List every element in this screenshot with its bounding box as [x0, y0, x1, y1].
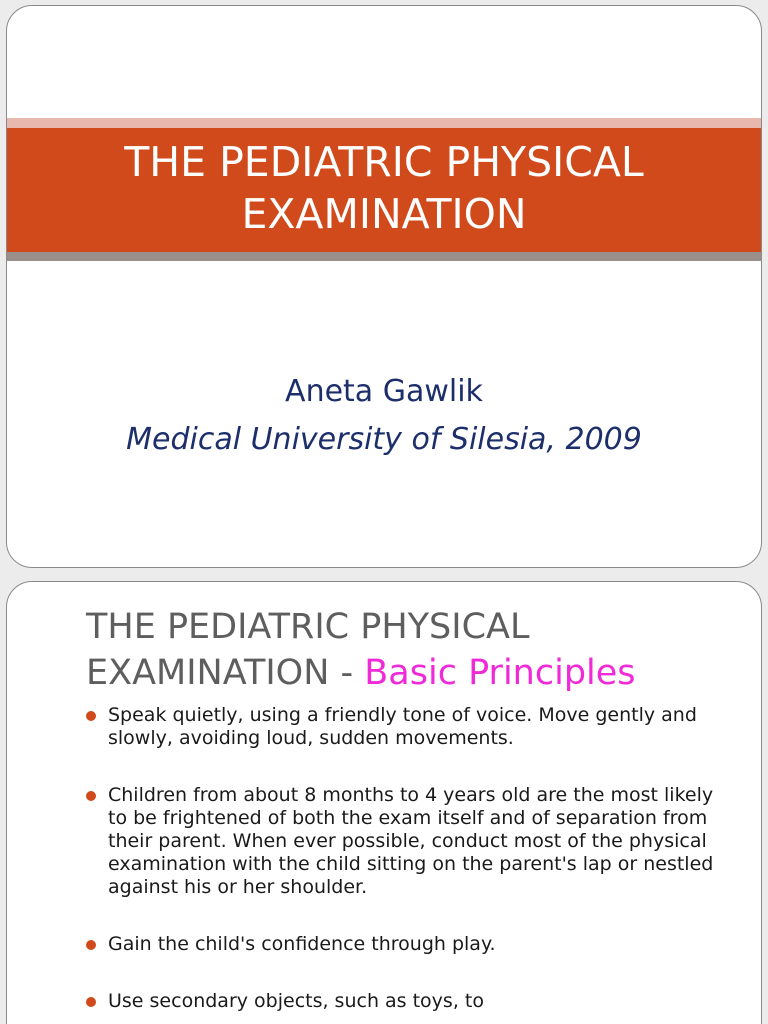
author-affiliation: Medical University of Silesia, 2009 — [126, 422, 642, 457]
bullet-item — [86, 990, 726, 1013]
slide-title — [7, 136, 761, 240]
content-slide — [6, 581, 762, 1024]
title-band-bottom-stripe — [7, 252, 761, 261]
bullet-dot-icon — [86, 791, 96, 801]
bullet-text: Speak quietly, using a friendly tone of voice. Move gently and slowly, avoiding loud, sudden movements. — [108, 704, 697, 749]
title-band-top-stripe — [7, 118, 761, 128]
content-title-accent: Basic Principles — [364, 653, 636, 693]
bullet-text: Children from about 8 months to 4 years old are the most likely to be frightened of both the exam itself and of separation from their parent. When ever possible, conduct most of the physical examination with the child sitting on the parent's lap or nestled against his or her shoulder. — [108, 784, 714, 898]
bullet-dot-icon — [86, 940, 96, 950]
slide-title-line-2: EXAMINATION — [241, 190, 527, 238]
bullet-item — [86, 704, 726, 750]
title-slide — [6, 5, 762, 568]
content-title-line-1: THE PEDIATRIC PHYSICAL — [86, 607, 530, 647]
bullet-text: Gain the child's confidence through play. — [108, 933, 496, 955]
content-slide-title — [86, 604, 746, 696]
author-name: Aneta Gawlik — [285, 374, 483, 409]
bullet-item — [86, 933, 726, 956]
bullet-item — [86, 784, 726, 899]
bullet-list — [86, 704, 726, 1013]
bullet-dot-icon — [86, 997, 96, 1007]
bullet-text: Use secondary objects, such as toys, to — [108, 990, 484, 1012]
bullet-dot-icon — [86, 711, 96, 721]
content-title-line-2-prefix: EXAMINATION - — [86, 653, 365, 693]
slide-title-line-1: THE PEDIATRIC PHYSICAL — [124, 138, 644, 186]
